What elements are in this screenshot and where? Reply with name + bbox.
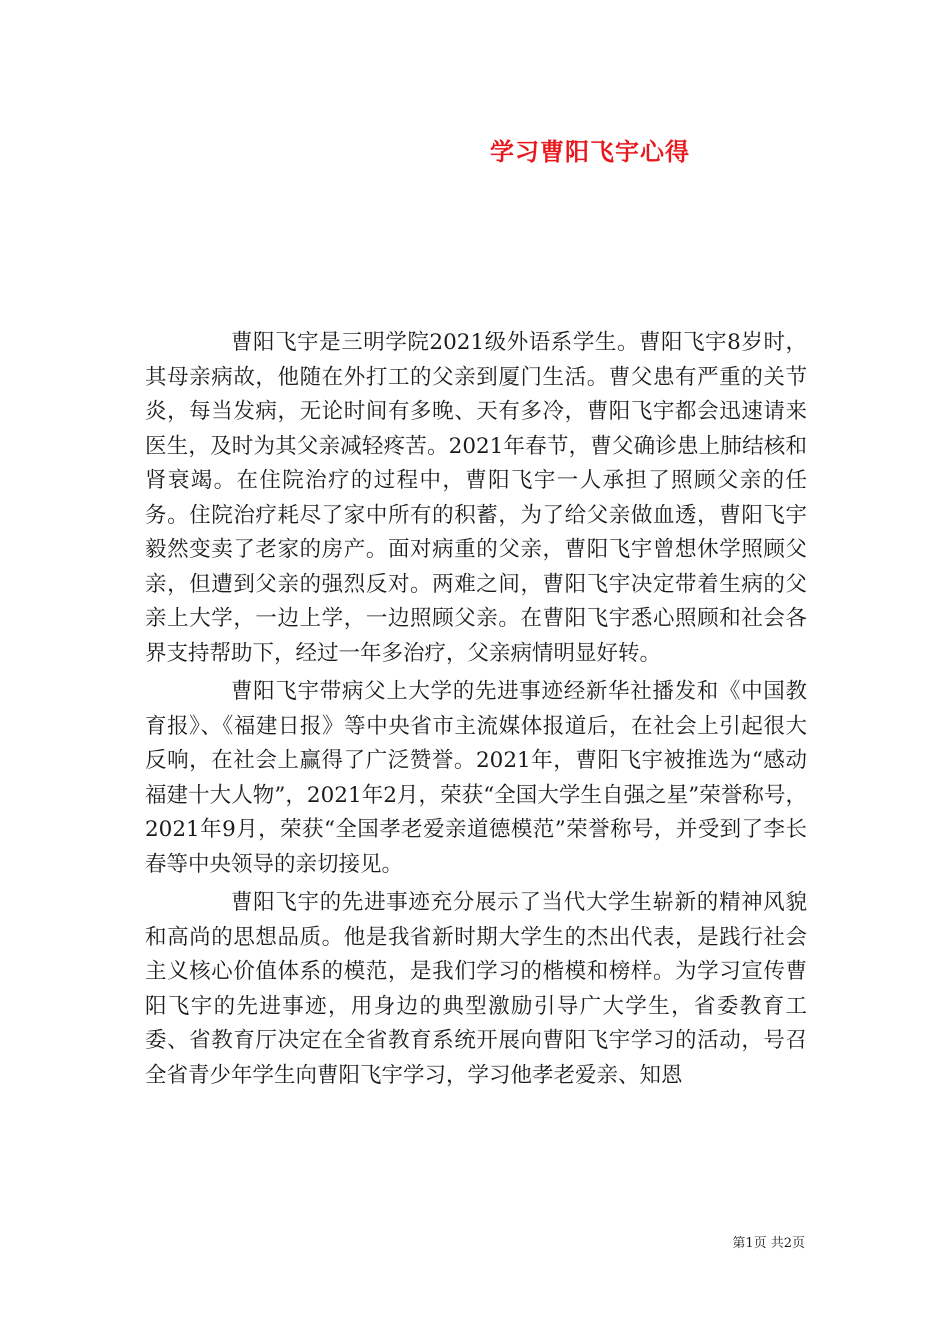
document-title: 学习曹阳飞宇心得 bbox=[490, 138, 690, 166]
document-body bbox=[145, 326, 807, 1097]
paragraph-2: 曹阳飞宇带病父上大学的先进事迹经新华社播发和《中国教育报》、《福建日报》等中央省市主流媒体报道后，在社会上引起很大反响，在社会上赢得了广泛赞誉。2021年，曹阳飞宇被推选为“感动福建十大人物”，2021年2月，荣获“全国大学生自强之星”荣誉称号，2021年9月，荣获“全国孝老爱亲道德模范”荣誉称号，并受到了李长春等中央领导的亲切接见。 bbox=[145, 679, 807, 877]
page-number-footer: 第1页 共2页 bbox=[732, 1236, 805, 1251]
paragraph-1: 曹阳飞宇是三明学院2021级外语系学生。曹阳飞宇8岁时，其母亲病故，他随在外打工的父亲到厦门生活。曹父患有严重的关节炎，每当发病，无论时间有多晚、天有多冷，曹阳飞宇都会迅速请来医生，及时为其父亲减轻疼苦。2021年春节，曹父确诊患上肺结核和肾衰竭。在住院治疗的过程中，曹阳飞宇一人承担了照顾父亲的任务。住院治疗耗尽了家中所有的积蓄，为了给父亲做血透，曹阳飞宇毅然变卖了老家的房产。面对病重的父亲，曹阳飞宇曾想休学照顾父亲，但遭到父亲的强烈反对。两难之间，曹阳飞宇决定带着生病的父亲上大学，一边上学，一边照顾父亲。在曹阳飞宇悉心照顾和社会各界支持帮助下，经过一年多治疗，父亲病情明显好转。 bbox=[145, 330, 807, 666]
paragraph-3: 曹阳飞宇的先进事迹充分展示了当代大学生崭新的精神风貌和高尚的思想品质。他是我省新时期大学生的杰出代表，是践行社会主义核心价值体系的模范，是我们学习的楷模和榜样。为学习宣传曹阳飞宇的先进事迹，用身边的典型激励引导广大学生，省委教育工委、省教育厅决定在全省教育系统开展向曹阳飞宇学习的活动，号召全省青少年学生向曹阳飞宇学习，学习他孝老爱亲、知恩 bbox=[145, 890, 807, 1088]
